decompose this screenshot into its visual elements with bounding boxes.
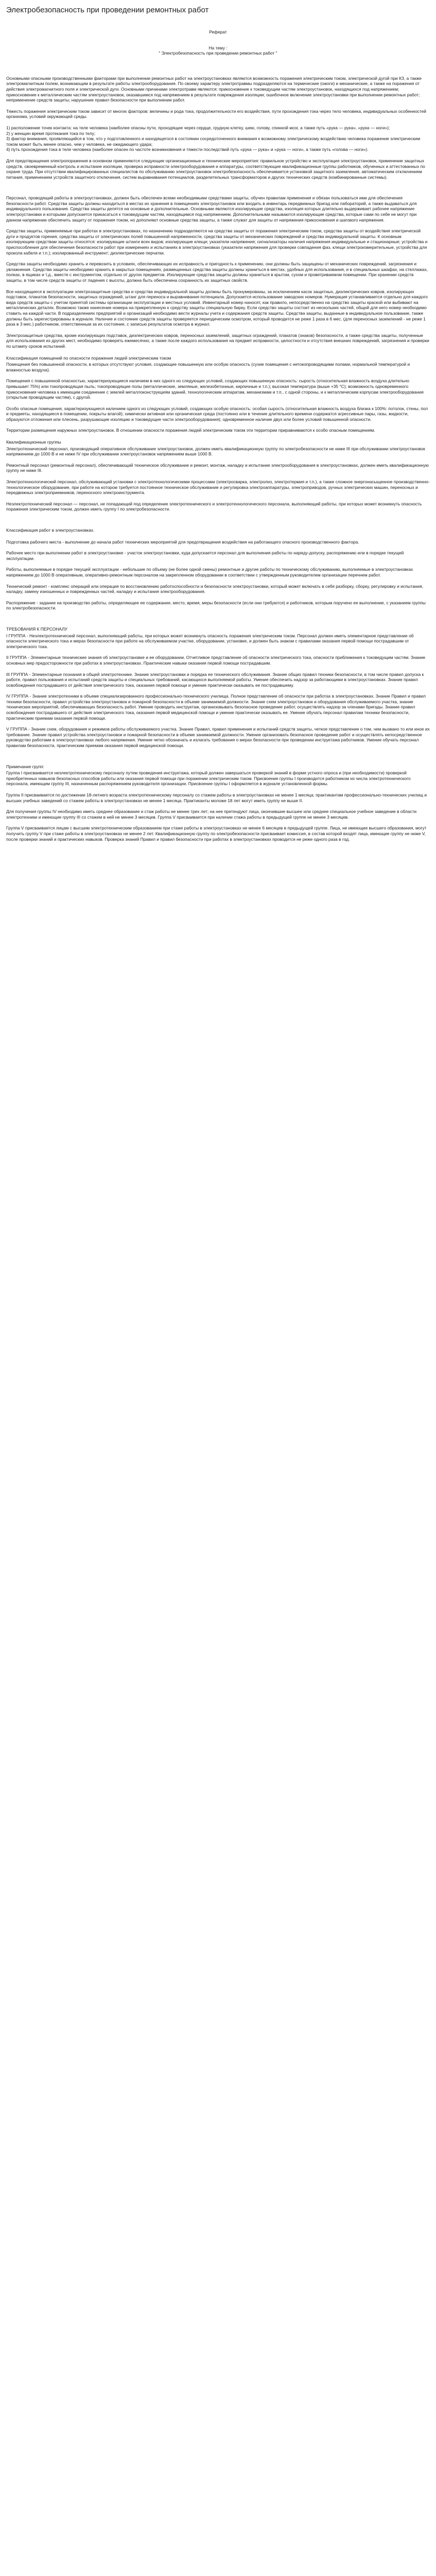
groups-paragraph: Для получения группы IV необходимо иметь среднее образование и стаж работы не менее трех лет; на нее претендуют лица, окончившие высшее или среднее специальное учебное заведение в области электротехники и имеющие группу III со стажем в ней не менее 3 месяцев. Группа V присваивается при наличии стажа работы в предыдущей группе не менее 3 месяцев. [6, 809, 417, 820]
qualification-paragraph: Неэлектротехнический персонал — персонал, не попадающий под определение электротехнического и электротехнологического персонала, выполняющий работы, при которых может возникнуть опасность поражения электрическим током, должен иметь группу I по электробезопасности. [6, 501, 422, 512]
premises-paragraph: Территории размещения наружных электроустановок. В отношении опасности поражения людей электрическим током эти территории приравниваются к особо опасным помещениям. [6, 428, 375, 433]
intro-list-item: 4) путь прохождения тока в теле человека (наиболее опасен по частоте возникновения и тяжести последствий путь «рука — рука» и «рука — ноги», а также путь «голова — ноги»). [6, 147, 369, 152]
ref-label: Реферат [209, 29, 227, 35]
premises-heading: Классификация помещений по опасности поражения людей электрическим током [6, 355, 171, 361]
works-classification-section [6, 528, 430, 611]
requirements-heading: ТРЕБОВАНИЯ К ПЕРСОНАЛУ [6, 626, 67, 632]
requirements-section [6, 626, 430, 749]
qualification-section [6, 439, 430, 512]
personnel-paragraph: Электрозащитные средства, кроме изолирующих подставок, диэлектрических ковров, переносных заземлений, защитных ограждений, плакатов (знаков) безопасности, а также средства защиты, полученные для использования из других мест, необходимо проверять ежемесячно, а также после каждого использования на предмет исправности, целостности и отсутствия внешних повреждений, загрязнения и проверки по штампу сроков испытаний. [6, 332, 429, 349]
requirements-paragraph: IV ГРУППА - Знание электротехники в объеме специализированного профессионально-технического училища. Полное представление об опасности при работах в электроустановках. Знание Правил и правил техники безопасности, правил устройства электроустановок и пожарной безопасности в объеме занимаемой должности. Знание схем электроустановок и оборудования обслуживаемого участка, знание технических мероприятий, обеспечивающих безопасность работ. Умение проводить инструктаж, организовывать безопасное проведение работ, осуществлять надзор за членами бригады. Знание правил освобождения пострадавшего от действия электрического тока, оказания первой медицинской помощи и умение практически оказывать ее. Умение обучать персонал правилам техники безопасности, практическим приемам оказания первой помощи. [6, 693, 426, 721]
premises-paragraph: Помещения с повышенной опасностью, характеризующиеся наличием в них одного из следующих условий, создающих повышенную опасность: сырость (относительная влажность воздуха длительно превышает 75%) или токопроводящая пыль; токопроводящие полы (металлические, земляные, железобетонные, кирпичные и т.п.); высокая температура (выше +35 °C); возможность одновременного прикосновения человека к имеющим соединение с землей металлоконструкциям зданий, технологическим аппаратам, механизмам и т.п., с одной стороны, и к металлическим корпусам электрооборудования (открытым проводящим частям), с другой. [6, 378, 424, 400]
personnel-paragraph: Персонал, проводящий работы в электроустановках, должен быть обеспечен всеми необходимыми средствами защиты, обучен правилам применения и обязан пользоваться ими для обеспечения безопасности работ. Средства защиты должны находиться в местах их хранения в помещениях электроустановок или входить в инвентарь передвижных бригад или лабораторий, а также выдаваться для индивидуального пользования. Средства защиты делятся на основные и дополнительные. Основными являются изолирующие средства, изоляция которых длительно выдерживает рабочее напряжение электроустановки и которыми допускается прикасаться к токоведущим частям, находящимся под напряжением. Дополнительными называются изолирующие средства, которые сами по себе не могут при данном напряжении обеспечить защиту от поражения током, но дополняют основные средства защиты, а также служат для защиты от напряжения прикосновения и шагового напряжения. [6, 195, 417, 223]
requirements-paragraph: III ГРУППА - Элементарные познания в общей электротехнике. Знание электроустановки и порядка ее технического обслуживания. Знание общих правил техники безопасности, в том числе правил допуска к работе, правил пользования и испытаний средств защиты и специальных требований, касающихся выполняемой работы. Умение обеспечить надзор за работающими в электроустановках. Знание правил освобождения пострадавшего от действия электрического тока, оказания первой помощи и умение практически оказывать ее пострадавшему. [6, 671, 424, 688]
works-paragraph: Технический ремонт - комплекс операций или операция по восстановлению работоспособности и безопасности электроустановки, который может включать в себя разборку, сборку, регулировку и испытания, наладку, замену изношенных и поврежденных частей, наладку и испытания электрооборудования. [6, 583, 424, 595]
requirements-paragraph: V ГРУППА - Знание схем, оборудования и режимов работы обслуживаемого участка. Знание Правил, правил применения и испытаний средств защиты, четкое представление о том, чем вызвано то или иное их требование. Знание правил устройства электроустановок и пожарной безопасности в объеме занимаемой должности. Умение организовать безопасное проведение работ и осуществлять непосредственное руководство работами в электроустановках любого напряжения. Умение четко обозначать и излагать требования о мерах безопасности при проведении инструктажа работников. Умение обучать персонал правилам безопасности, практическим приемам оказания первой медицинской помощи. [6, 726, 430, 749]
intro-paragraph: Тяжесть поражения электрическим током зависит от многих факторов: величины и рода тока, продолжительности его воздействия, пути прохождения тока через тело человека, индивидуальных особенностей организма, условий окружающей среды. [6, 108, 426, 120]
personnel-section [6, 195, 430, 349]
personnel-paragraph: Все находящиеся в эксплуатации электрозащитные средства и средства индивидуальной защиты должны быть пронумерованы, за исключением касок защитных, диэлектрических ковров, изолирующих подставок, плакатов безопасности, защитных ограждений, штанг для переноса и выравнивания потенциала. Допускается использование заводских номеров. Нумерация устанавливается отдельно для каждого вида средств защиты с учетом принятой системы организации эксплуатации и местных условий. Инвентарный номер наносят, как правило, непосредственно на средство защиты краской или выбивают на металлических деталях. Возможно также нанесение номера на прикрепленную к средству защиты специальную бирку. Если средство защиты состоит из нескольких частей, общий для него номер необходимо ставить на каждой части. В подразделениях предприятий и организаций необходимо вести журналы учета и содержания средств защиты. Средства защиты, выданные в индивидуальное пользование, также должны быть зарегистрированы в журнале. Наличие и состояние средств защиты проверяется периодическим осмотром, который проводится не реже 1 раза в 6 мес. (для переносных заземлений - не реже 1 раза в 3 мес.) работником, ответственным за их состояние, с записью результатов осмотра в журнал. [6, 289, 428, 327]
personnel-paragraph: Средства защиты, применяемые при работах в электроустановках, по назначению подразделяются на средства защиты от поражения электрическим током, средства защиты от воздействия электрической дуги и продуктов горения, средства защиты от электрических полей повышенной напряженности, средства защиты от механических повреждений и средства индивидуальной защиты. К основным изолирующим средствам защиты относятся: изолирующие штанги всех видов; изолирующие клещи; указатели напряжения; сигнализаторы наличия напряжения индивидуальные и стационарные; устройства и приспособления для обеспечения безопасности работ при измерениях и испытаниях в электроустановках (указатели напряжения для проверки совпадения фаз, клещи электроизмерительные, устройства для прокола кабеля и т.п.); изолированный инструмент; диэлектрические перчатки. [6, 228, 428, 256]
premises-paragraph: Помещения без повышенной опасности, в которых отсутствуют условия, создающие повышенную или особую опасность (сухие помещения с нетокопроводящими полами, нормальной температурой и влажностью воздуха). [6, 362, 410, 372]
groups-paragraph: Группа II присваивается по достижении 18-летнего возраста электротехническому персоналу со стажем работы в электроустановках не менее 1 месяца; практикантам профессионально-технических училищ и высших учебных заведений со стажем работы в электроустановках не менее 1 месяца. Практиканты моложе 18 лет могут иметь группу не выше II. [6, 792, 427, 803]
groups-paragraph: Группа V присваивается лицам с высшим электротехническим образованием при стаже работы в электроустановках не менее 6 месяцев в предыдущей группе. Лица, не имеющие высшего образования, могут получить группу V при стаже работы в электроустановках не менее 2 лет. Квалификационную группу по электробезопасности присваивает комиссия, в состав которой входят лица, имеющие группу не ниже V, после проверки знаний и практических навыков. Проверка знаний Правил и правил безопасности при работах в электроустановках проводится не реже одного раза в год. [6, 825, 427, 842]
intro-list-item: 3) фактор внимания, проявляющийся в том, что у подготовленного и находящегося в состоянии сосредоточенного внимания к возможному электрическому воздействию человека поражение электрическим током может быть менее опасно, чем у человека, не ожидающего удара; [6, 136, 421, 147]
intro-section [6, 76, 430, 180]
page-title: Электробезопасность при проведении ремонтных работ [6, 6, 209, 14]
intro-paragraph: Основными опасными производственными факторами при выполнении ремонтных работ на электроустановках являются возможность поражения электрическим током, электрической дугой при КЗ, а также электромагнитным полем, возникающим в результате работы электрооборудования. По своему характеру электротравмы подразделяются на термические (ожоги) и механические, а также на поражения от действия электромагнитного поля и электрической дуги. Основными причинами электротравм являются: прикосновение к токоведущим частям электроустановок, находящихся под напряжением; прикосновение к металлическим частям электроустановок, оказавшимся под напряжением в результате повреждения изоляции; ошибочное включение электроустановки при выполнении ремонтных работ; неприменение средств защиты; нарушение правил безопасности при выполнении работ. [6, 75, 422, 103]
intro-paragraph: Для предотвращения электропоражения в основном применяются следующие организационные и технические мероприятия: правильное устройство и эксплуатация электроустановок, применение защитных средств, своевременный контроль и испытание изоляции, проверка исправности электрооборудования и аппаратуры, соответствующие квалификационные группы работников, обученных и аттестованных по охране труда. При отсутствии квалифицированных специалистов по обслуживанию электроустановок электробезопасность обеспечивается установкой защитного заземления, автоматическим отключением питания, применением устройств защитного отключения, систем выравнивания потенциалов, разделительных трансформаторов и других технических средств (комбинированные системы). [6, 158, 425, 180]
qualification-paragraph: Ремонтный персонал (ремонтный персонал), обеспечивающий техническое обслуживание и ремонт, монтаж, наладку и испытание электрооборудования в электроустановках, должен иметь квалификационную группу не ниже III. [6, 462, 429, 473]
topic-name: " Электробезопасность при проведении ремонтных работ " [159, 50, 277, 56]
works-paragraph: Распоряжение - задание на производство работы, определяющее ее содержание, место, время, меры безопасности (если они требуются) и работников, которым поручено ее выполнение, с указанием группы по электробезопасности. [6, 600, 426, 611]
intro-list-item: 2) у женщин время протекания тока по телу; [6, 130, 96, 136]
topic-prefix: На тему : [208, 45, 228, 50]
groups-paragraph: Группа I присваивается неэлектротехническому персоналу путем проведения инструктажа, который должен завершаться проверкой знаний в форме устного опроса и (при необходимости) проверкой приобретенных навыков безопасных способов работы или оказания первой помощи при поражении электрическим током. Присвоение группы I производится работником из числа электротехнического персонала, имеющим группу III, назначенным распоряжением руководителя организации. Присвоение группы I оформляется в журнале установленной формы. [6, 770, 411, 787]
groups-note-section [6, 764, 430, 842]
groups-note-heading: Примечание групп: [6, 764, 45, 769]
works-paragraph: Работы, выполняемые в порядке текущей эксплуатации - небольшие по объему (не более одной смены) ремонтные и другие работы по техническому обслуживанию, выполняемые в электроустановках напряжением до 1000 В оперативным, оперативно-ремонтным персоналом на закрепленном оборудовании в соответствии с утвержденным руководителем организации перечнем работ. [6, 567, 413, 578]
works-paragraph: Подготовка рабочего места - выполнение до начала работ технических мероприятий для предотвращения воздействия на работающего опасного производственного фактора. [6, 539, 359, 545]
intro-list-item: 1) расположение точек контакта: на теле человека (наиболее опасны пути, проходящие через сердце, грудную клетку, шею, голову, спинной мозг, а также путь «рука — рука», «рука — ноги»); [6, 125, 390, 130]
premises-section [6, 355, 430, 434]
works-paragraph: Рабочее место при выполнении работ в электроустановке - участок электроустановки, куда допускается персонал для выполнения работы по наряду-допуску, распоряжению или в порядке текущей эксплуатации. [6, 550, 404, 561]
requirements-paragraph: II ГРУППА - Элементарные технические знания об электроустановке и ее оборудовании. Отчетливое представление об опасности электрического тока, опасности приближения к токоведущим частям. Знание основных мер предосторожности при работах в электроустановках. Практические навыки оказания первой помощи пострадавшим. [6, 655, 426, 666]
premises-paragraph: Особо опасные помещения, характеризующиеся наличием одного из следующих условий, создающих особую опасность: особая сырость (относительная влажность воздуха близка к 100%: потолок, стены, пол и предметы, находящиеся в помещении, покрыты влагой); химически активная или органическая среда (постоянно или в течение длительного времени содержатся агрессивные пары, газы, жидкости, образуются отложения или плесень, разрушающие изоляцию и токоведущие части электрооборудования); одновременное наличие двух или более условий повышенной опасности. [6, 405, 428, 422]
qualification-paragraph: Электротехнологический персонал, обслуживающий установки с электротехнологическими процессами (электросварка, электролиз, электротермия и т.п.), а также сложное энергонасыщенное производственно-технологическое оборудование, при работе на котором требуется постоянное техническое обслуживание и регулировка электроаппаратуры, электроприводов, ручных электрических машин, переносных и передвижных электроприемников, переносного электроинструмента. [6, 479, 430, 496]
requirements-paragraph: I ГРУППА - Неэлектротехнический персонал, выполняющий работы, при которых может возникнуть опасность поражения электрическим током. Персонал должен иметь элементарное представление об опасности электрического тока и мерах безопасности при работе на обслуживаемом участке, оборудовании, установке, и должен быть знаком с правилами оказания первой помощи пострадавшим от электрического тока. [6, 633, 414, 649]
works-classification-heading: Классификация работ в электроустановках. [6, 528, 95, 533]
qualification-heading: Квалификационные группы [6, 439, 61, 445]
qualification-paragraph: Электротехнический персонал, производящий оперативное обслуживание электроустановок, должен иметь квалификационную группу по электробезопасности не ниже III при обслуживании электроустановок напряжением до 1000 В и не ниже IV при обслуживании электроустановок напряжением выше 1000 В. [6, 446, 425, 457]
personnel-paragraph: Средства защиты необходимо хранить и перевозить в условиях, обеспечивающих их исправность и пригодность к применению, они должны быть защищены от механических повреждений, загрязнения и увлажнения. Средства защиты необходимо хранить в закрытых помещениях, размещенных средства защиты должны храниться в местах, удобных для использования, и в специальных шкафах, на стеллажах, полках, в ящиках и т.д., вместе с инструментом, отдельно от других предметов. Изолирующие средства защиты должны храниться в крытом, сухом и проветриваемом помещении. При хранении средств защиты, в том числе средств защиты от падения с высоты, должна быть обеспечена сохранность их защитных свойств. [6, 261, 428, 283]
